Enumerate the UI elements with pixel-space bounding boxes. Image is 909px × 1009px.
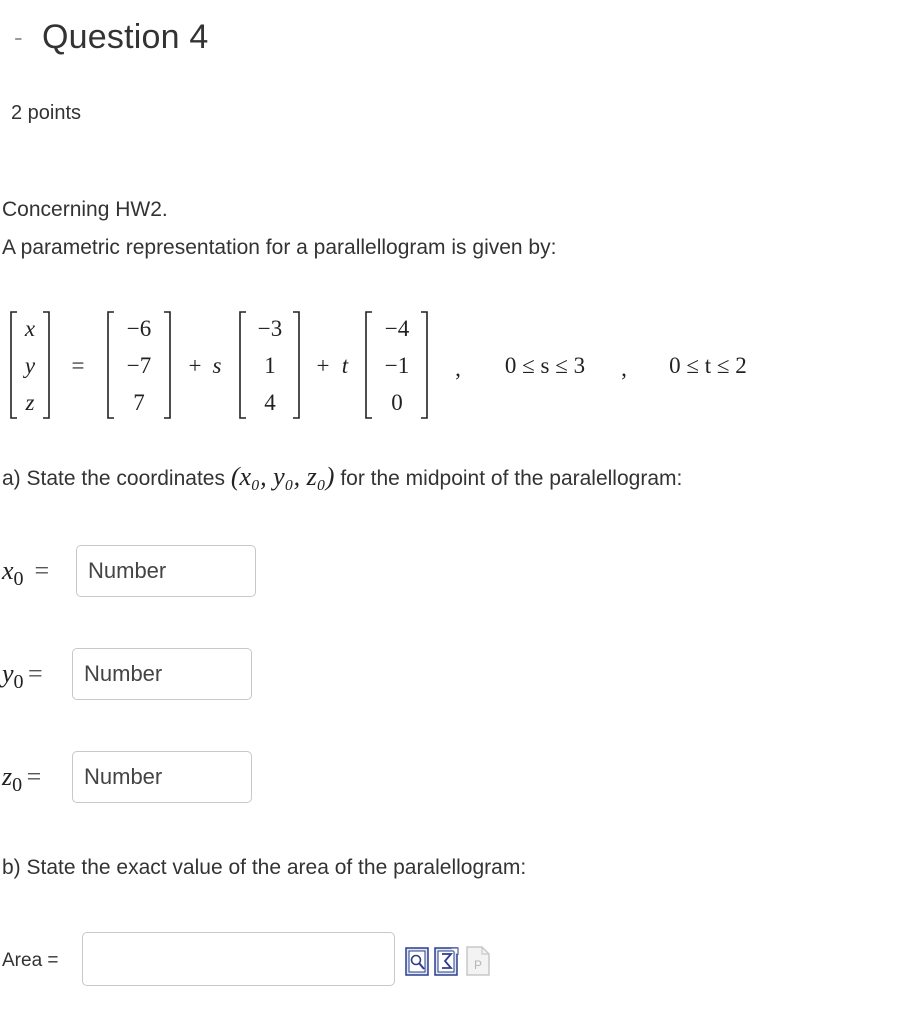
constraint-t: 0 ≤ t ≤ 2 xyxy=(669,353,747,378)
comma-1: , xyxy=(455,356,461,381)
param-s: s xyxy=(212,353,222,378)
points-label: 2 points xyxy=(11,102,82,124)
dir2-x: −4 xyxy=(384,316,410,341)
intro-line-2: A parametric representation for a parallellogram is given by: xyxy=(2,236,557,259)
part-a-prompt-end: for the midpoint of the paralellogram: xyxy=(340,467,683,490)
var-y: y xyxy=(24,353,36,378)
point-z: 7 xyxy=(133,390,145,415)
constraint-s: 0 ≤ s ≤ 3 xyxy=(504,353,586,378)
x0-input[interactable] xyxy=(76,545,256,597)
svg-text:P: P xyxy=(473,958,483,972)
intro-line-1: Concerning HW2. xyxy=(2,198,168,221)
midpoint-tuple: (x₀, y₀, z₀) xyxy=(230,462,335,491)
parametric-equation xyxy=(0,300,800,430)
part-a-prompt-start: a) State the coordinates xyxy=(2,467,225,490)
var-x: x xyxy=(24,316,36,341)
pdf-icon[interactable] xyxy=(465,945,491,977)
z0-label: $z_0$ = xyxy=(2,762,42,797)
part-b-prompt: b) State the exact value of the area of the paralellogram: xyxy=(2,856,527,879)
question-title: Question 4 xyxy=(42,18,209,56)
area-label: Area = xyxy=(2,950,59,971)
x0-label: $x_0$ = xyxy=(2,556,50,591)
dir2-z: 0 xyxy=(391,390,403,415)
comma-2: , xyxy=(621,356,627,381)
var-z: z xyxy=(25,390,35,415)
point-y: −7 xyxy=(126,353,152,378)
part-a-prompt xyxy=(2,462,682,492)
collapse-toggle[interactable]: - xyxy=(14,22,23,52)
point-x: −6 xyxy=(126,316,152,341)
plus-sign-1: + xyxy=(188,353,202,378)
dir1-y: 1 xyxy=(264,353,276,378)
param-t: t xyxy=(341,353,349,378)
dir2-y: −1 xyxy=(384,353,410,378)
equals-sign: = xyxy=(71,353,85,378)
dir1-x: −3 xyxy=(257,316,283,341)
equation-editor-icon[interactable] xyxy=(434,945,460,977)
z0-input[interactable] xyxy=(72,751,252,803)
y0-input[interactable] xyxy=(72,648,252,700)
y0-label: $y_0$ = xyxy=(2,659,43,694)
preview-icon[interactable] xyxy=(405,945,431,977)
plus-sign-2: + xyxy=(316,353,330,378)
dir1-z: 4 xyxy=(264,390,276,415)
area-input[interactable] xyxy=(82,932,395,986)
